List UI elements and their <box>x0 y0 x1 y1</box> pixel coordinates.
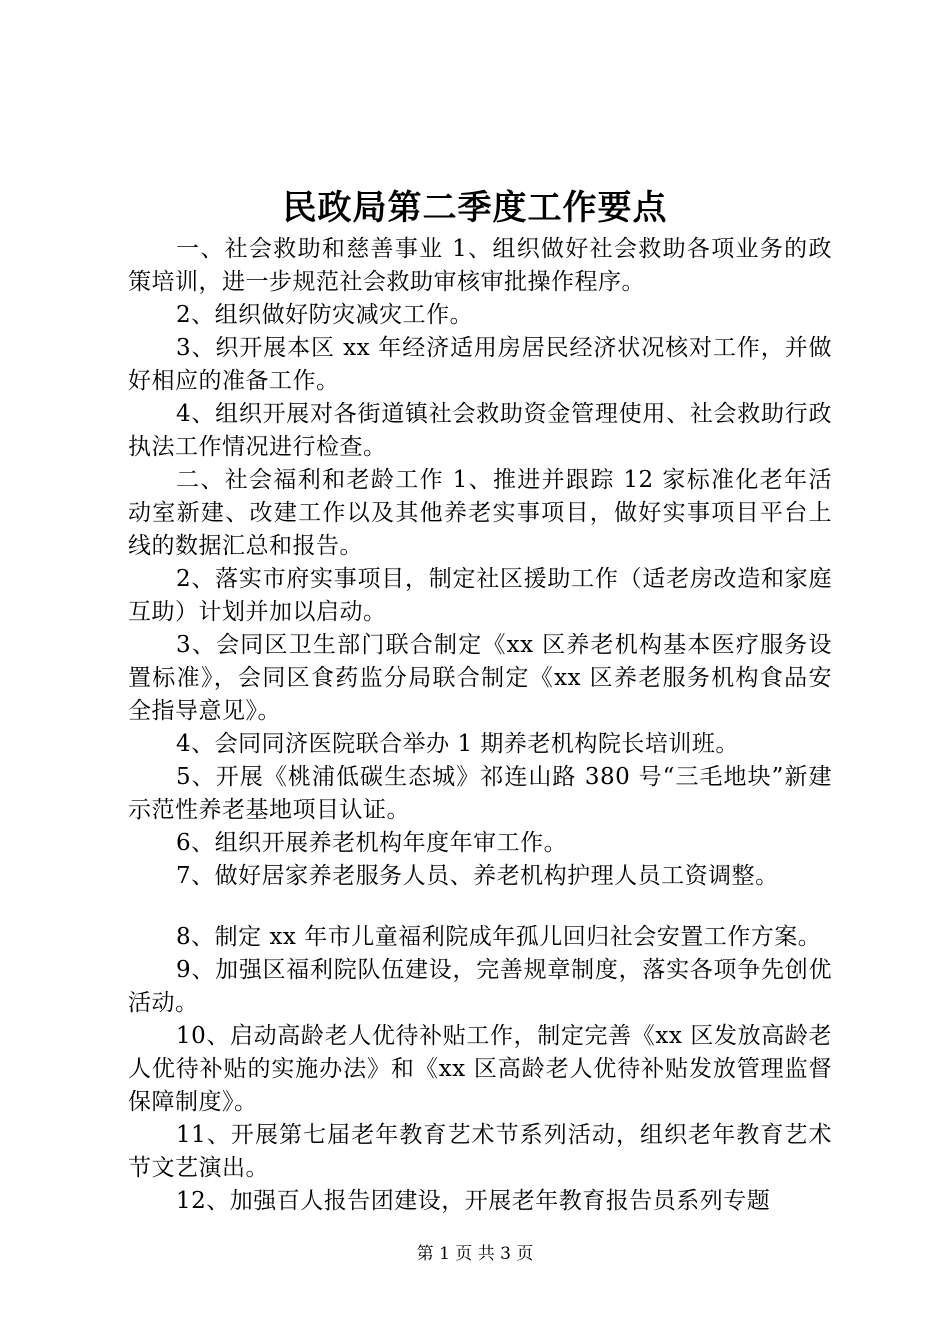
paragraph: 4、组织开展对各街道镇社会救助资金管理使用、社会救助行政执法工作情况进行检查。 <box>128 401 832 460</box>
paragraph: 7、做好居家养老服务人员、养老机构护理人员工资调整。 <box>176 863 779 889</box>
paragraph: 11、开展第七届老年教育艺术节系列活动，组织老年教育艺术节文艺演出。 <box>128 1122 832 1181</box>
paragraph: 二、社会福利和老龄工作 1、推进并跟踪 12 家标准化老年活动室新建、改建工作以及其他养老实事项目，做好实事项目平台上线的数据汇总和报告。 <box>128 467 832 559</box>
page-number-footer: 第 1 页 共 3 页 <box>416 1244 534 1264</box>
paragraph: 12、加强百人报告团建设，开展老年教育报告员系列专题 <box>176 1188 771 1214</box>
paragraph: 2、组织做好防灾减灾工作。 <box>176 302 474 328</box>
paragraph: 6、组织开展养老机构年度年审工作。 <box>176 830 568 856</box>
paragraph: 3、织开展本区 xx 年经济适用房居民经济状况核对工作，并做好相应的准备工作。 <box>128 335 832 394</box>
paragraph: 3、会同区卫生部门联合制定《xx 区养老机构基本医疗服务设置标准》，会同区食药监分局联合制定《xx 区养老服务机构食品安全指导意见》。 <box>128 632 832 724</box>
paragraph: 4、会同同济医院联合举办 1 期养老机构院长培训班。 <box>176 731 739 757</box>
paragraph: 5、开展《桃浦低碳生态城》祁连山路 380 号“三毛地块”新建示范性养老基地项目认证。 <box>128 764 832 823</box>
paragraph: 2、落实市府实事项目，制定社区援助工作（适老房改造和家庭互助）计划并加以启动。 <box>128 566 832 625</box>
paragraph: 10、启动高龄老人优待补贴工作，制定完善《xx 区发放高龄老人优待补贴的实施办法》和《xx 区高龄老人优待补贴发放管理监督保障制度》。 <box>128 1023 832 1115</box>
paragraph: 9、加强区福利院队伍建设，完善规章制度，落实各项争先创优活动。 <box>128 957 832 1016</box>
paragraph: 一、社会救助和慈善事业 1、组织做好社会救助各项业务的政策培训，进一步规范社会救助审核审批操作程序。 <box>128 236 832 295</box>
paragraph: 8、制定 xx 年市儿童福利院成年孤儿回归社会安置工作方案。 <box>176 924 822 950</box>
paragraph-gap <box>128 893 832 921</box>
document-title: 民政局第二季度工作要点 <box>282 188 668 228</box>
document-body <box>128 233 832 1218</box>
